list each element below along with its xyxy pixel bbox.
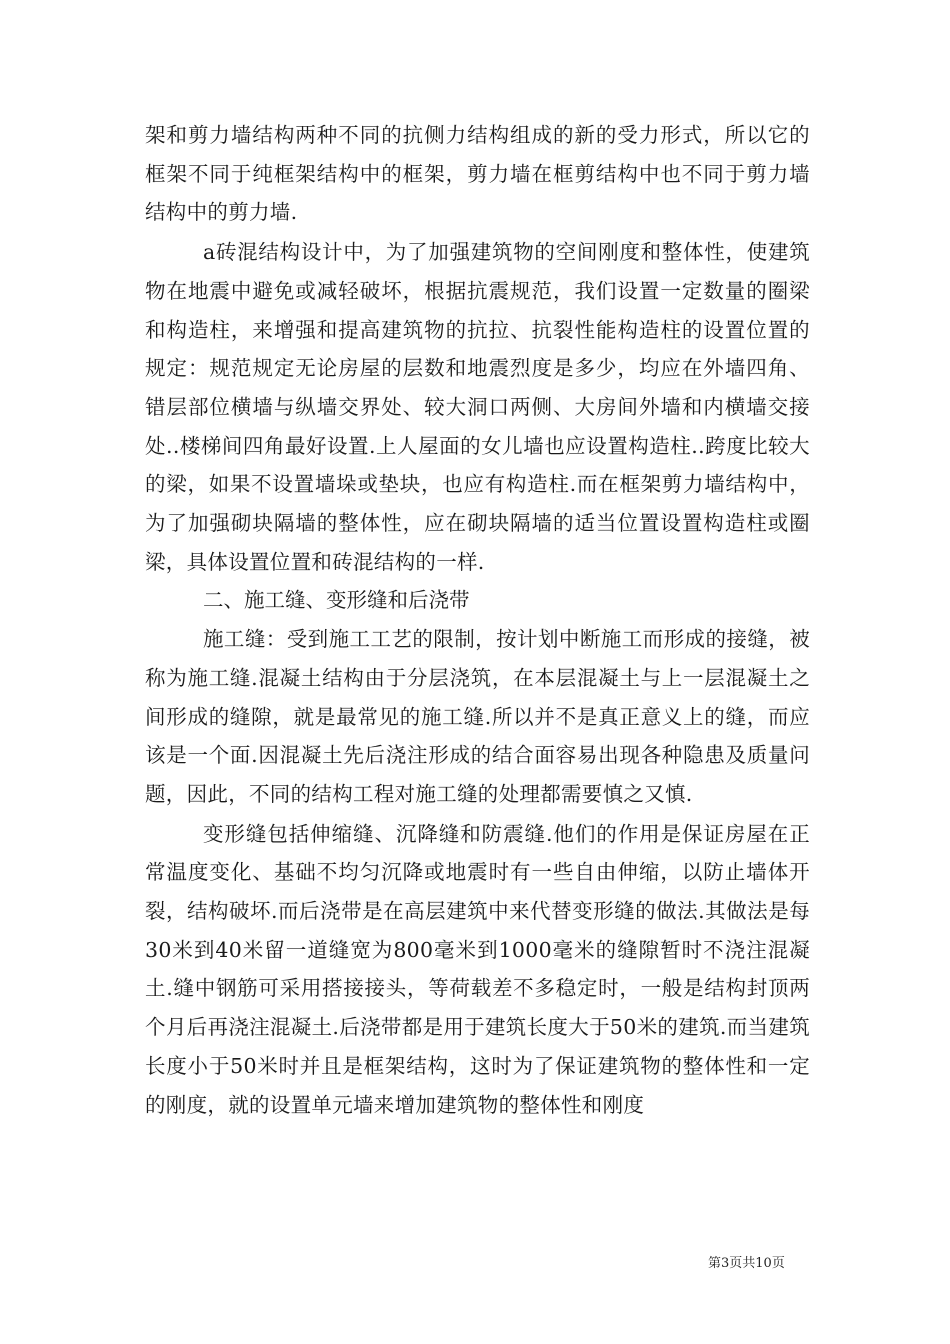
paragraph-deformation-joint: 变形缝包括伸缩缝、沉降缝和防震缝.他们的作用是保证房屋在正常温度变化、基础不均匀沉降或地震时有一些自由伸缩，以防止墙体开裂，结构破坏.而后浇带是在高层建筑中来代替变形缝的做法.其做法是每30米到40米留一道缝宽为800毫米到1000毫米的缝隙暂时不浇注混凝土.缝中钢筋可采用搭接接头，等荷载差不多稳定时，一般是结构封顶两个月后再浇注混凝土.后浇带都是用于建筑长度大于50米的建筑.而当建筑长度小于50米时并且是框架结构，这时为了保证建筑物的整体性和一定的刚度，就的设置单元墙来增加建筑物的整体性和刚度: [145, 821, 810, 1117]
section-heading: 二、施工缝、变形缝和后浇带: [203, 588, 470, 613]
page-number: 第3页共10页: [708, 1256, 785, 1271]
document-body: [145, 116, 810, 1124]
paragraph-brick-concrete: a砖混结构设计中，为了加强建筑物的空间刚度和整体性，使建筑物在地震中避免或减轻破坏，根据抗震规范，我们设置一定数量的圈梁和构造柱，来增强和提高建筑物的抗拉、抗裂性能构造柱的设置位置的规定：规范规定无论房屋的层数和地震烈度是多少，均应在外墙四角、错层部位横墙与纵墙交界处、较大洞口两侧、大房间外墙和内横墙交接处..楼梯间四角最好设置.上人屋面的女儿墙也应设置构造柱..跨度比较大的梁，如果不设置墙垛或垫块，也应有构造柱.而在框架剪力墙结构中，为了加强砌块隔墙的整体性，应在砌块隔墙的适当位置设置构造柱或圈梁，具体设置位置和砖混结构的一样.: [145, 240, 810, 574]
paragraph-continuation: 架和剪力墙结构两种不同的抗侧力结构组成的新的受力形式，所以它的框架不同于纯框架结构中的框架，剪力墙在框剪结构中也不同于剪力墙结构中的剪力墙.: [145, 123, 810, 225]
paragraph-construction-joint: 施工缝：受到施工工艺的限制，按计划中断施工而形成的接缝，被称为施工缝.混凝土结构由于分层浇筑，在本层混凝土与上一层混凝土之间形成的缝隙，就是最常见的施工缝.所以并不是真正意义上的缝，而应该是一个面.因混凝土先后浇注形成的结合面容易出现各种隐患及质量问题，因此，不同的结构工程对施工缝的处理都需要慎之又慎.: [145, 627, 810, 806]
